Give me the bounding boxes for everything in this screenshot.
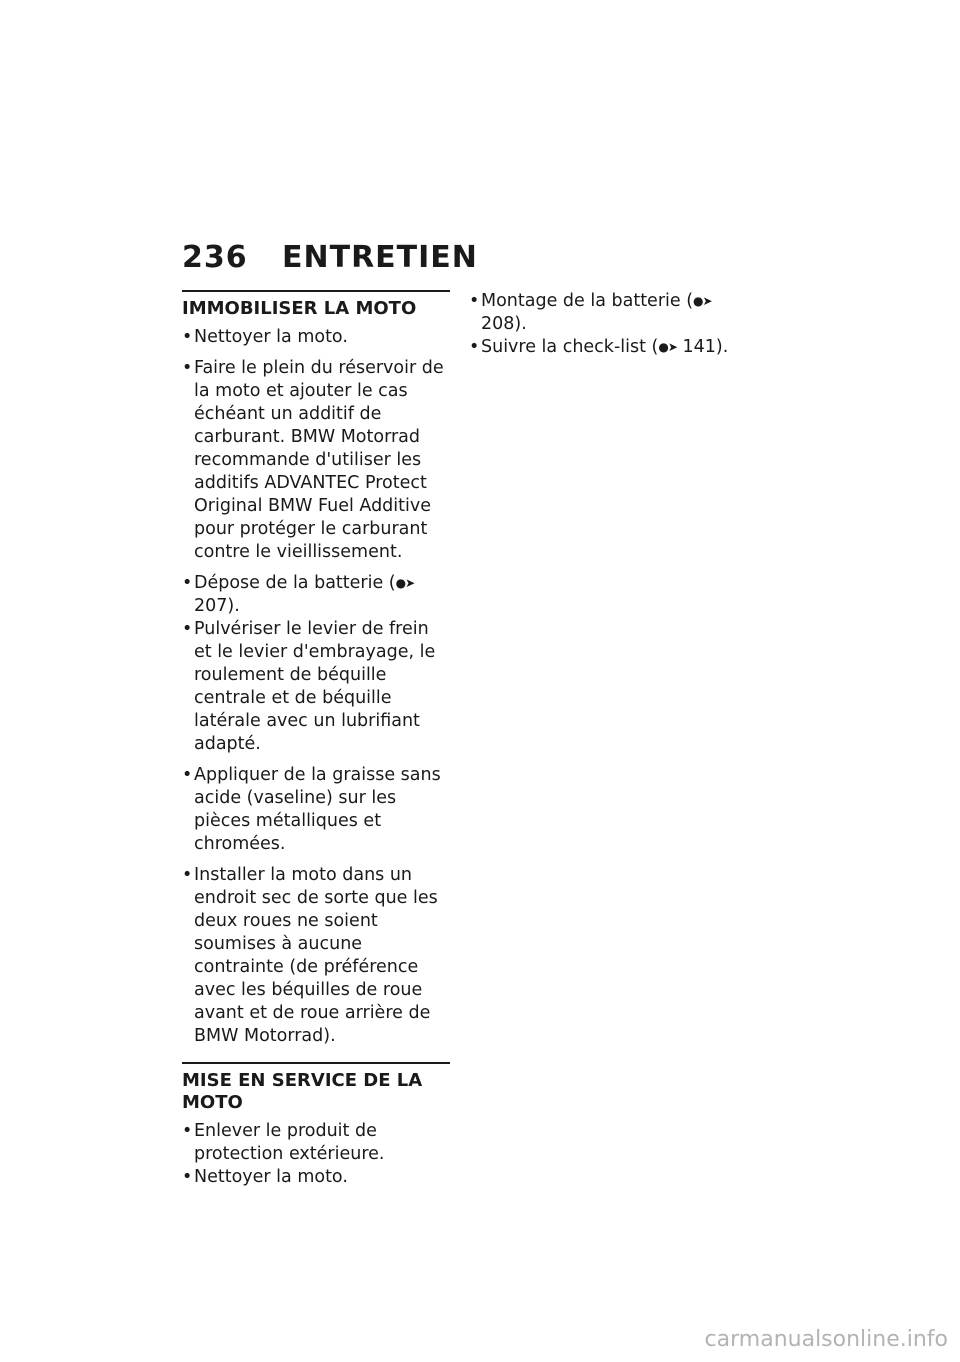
list-immobiliser <box>182 326 450 1048</box>
page-header <box>182 240 478 275</box>
section-title-immobiliser: IMMOBILISER LA MOTO <box>182 290 450 320</box>
list-item-ref: • Suivre la check-list (●➤ 141). <box>469 336 759 359</box>
list-mise-en-service <box>182 1120 450 1189</box>
list-item: • Enlever le produit de protection extérieure. <box>182 1120 450 1166</box>
right-column <box>469 290 759 359</box>
list-item: • Faire le plein du réservoir de la moto et ajouter le cas échéant un additif de carburant. BMW Motorrad recommande d'utiliser les additifs ADVANTEC Protect Original BMW Fuel Additive pour protéger le carburant contre le vieillissement. <box>182 357 450 564</box>
list-item-ref: • Dépose de la batterie (●➤ 207). <box>182 572 450 618</box>
page-ref-link[interactable]: 208 <box>481 314 515 334</box>
list-item: • Installer la moto dans un endroit sec de sorte que les deux roues ne soient soumises à aucune contrainte (de préférence avec les béquilles de roue avant et de roue arrière de BMW Motorrad). <box>182 864 450 1048</box>
page-ref-link[interactable]: 207 <box>194 596 228 616</box>
chapter-title: ENTRETIEN <box>282 240 478 275</box>
list-mise-en-service-cont <box>469 290 759 359</box>
page-reference-arrow-icon: ●➤ <box>693 294 712 308</box>
section-title-mise-en-service: MISE EN SERVICE DE LA MOTO <box>182 1062 450 1114</box>
list-item: • Appliquer de la graisse sans acide (vaseline) sur les pièces métalliques et chromées. <box>182 764 450 856</box>
page-reference-arrow-icon: ●➤ <box>658 340 677 354</box>
page-number: 236 <box>182 240 248 275</box>
left-column <box>182 290 450 1189</box>
list-item-ref: • Montage de la batterie (●➤ 208). <box>469 290 759 336</box>
list-item: • Nettoyer la moto. <box>182 1166 450 1189</box>
list-item: • Pulvériser le levier de frein et le levier d'embrayage, le roulement de béquille centrale et de béquille latérale avec un lubrifiant adapté. <box>182 618 450 756</box>
watermark: carmanualsonline.info <box>704 1327 948 1352</box>
list-item: • Nettoyer la moto. <box>182 326 450 349</box>
page-ref-link[interactable]: 141 <box>682 337 716 357</box>
page-reference-arrow-icon: ●➤ <box>395 576 415 590</box>
